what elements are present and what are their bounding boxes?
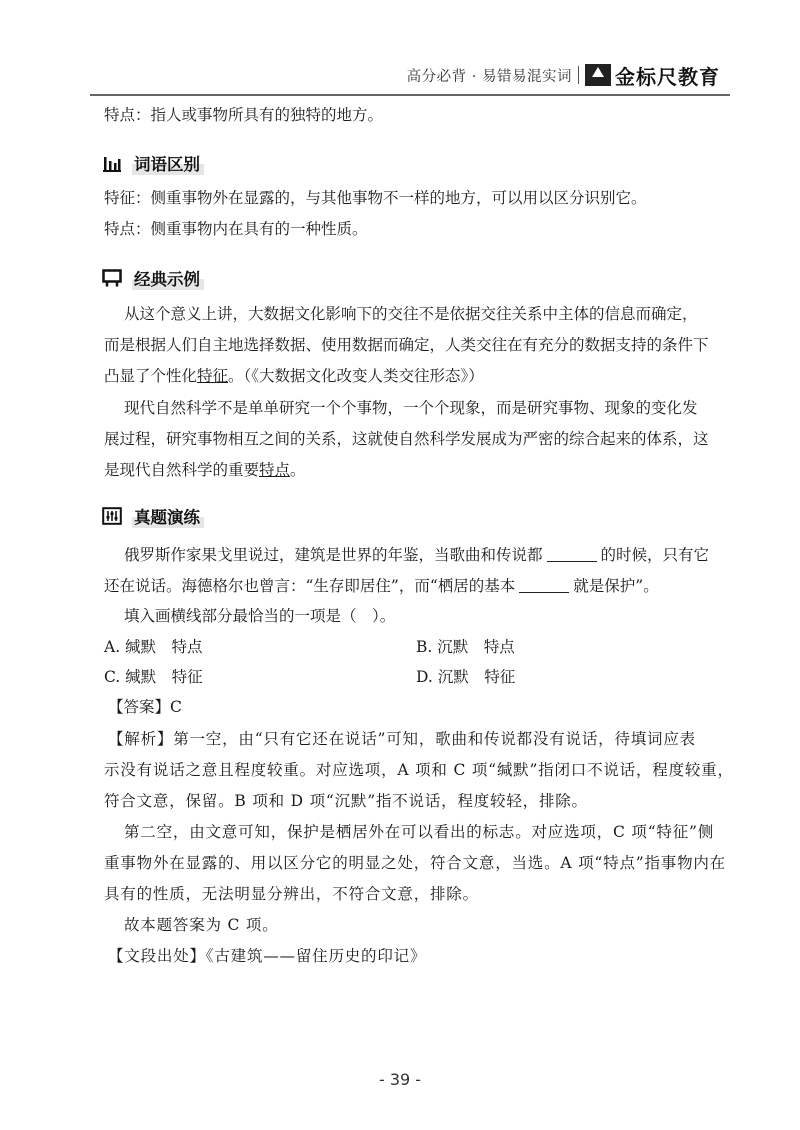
section-title: 词语区别	[132, 151, 204, 175]
option-d: D. 沉默 特征	[416, 668, 516, 686]
fill-blank-2	[519, 578, 569, 593]
analysis-line5: 重事物外在显露的、用以区分它的明显之处，符合文意，当选。A 项“特点”指事物内在	[104, 854, 726, 872]
brand-logo	[585, 61, 720, 90]
keyword-trait: 特点	[259, 461, 291, 479]
page-number: - 39 -	[378, 1070, 422, 1089]
header-divider	[578, 66, 579, 84]
example1-line1: 从这个意义上讲，大数据文化影响下的交往不是依据交往关系中主体的信息而确定，	[124, 305, 698, 323]
section-word-difference	[102, 150, 204, 176]
question-prompt: 填入画横线部分最恰当的一项是（ ）。	[124, 607, 396, 625]
example2-text: 是现代自然科学的重要	[104, 461, 260, 479]
page-header	[390, 58, 720, 92]
question-text: 还在说话。海德格尔也曾言：“生存即居住”，而“栖居的基本	[104, 577, 516, 595]
fill-blank-1	[547, 547, 597, 562]
analysis-line4: 第二空，由文意可知，保护是栖居外在可以看出的标志。对应选项，C 项“特征”侧	[124, 823, 715, 841]
analysis-line6: 具有的性质，无法明显分辨出，不符合文意，排除。	[104, 885, 479, 903]
question-text: 俄罗斯作家果戈里说过，建筑是世界的年鉴，当歌曲和传说都	[124, 546, 543, 564]
analysis-line1: 【解析】第一空，由“只有它还在说话”可知，歌曲和传说都没有说话，待填词应表	[108, 730, 696, 748]
board-icon	[102, 269, 122, 287]
example1-line3	[104, 365, 714, 387]
header-subtitle: 高分必背 · 易错易混实词	[406, 68, 572, 85]
example2-line2: 展过程，研究事物相互之间的关系，这就使自然科学发展成为严密的综合起来的体系，这	[104, 430, 709, 448]
question-text: 就是保护”。	[573, 577, 659, 595]
bar-chart-icon	[102, 154, 122, 172]
diff-line-trait: 特点：侧重事物内在具有的一种性质。	[104, 220, 368, 238]
example1-text: 凸显了个性化	[104, 367, 198, 385]
question-line1	[124, 544, 734, 566]
section-title: 经典示例	[132, 266, 204, 290]
option-b: B. 沉默 特点	[416, 638, 515, 656]
example2-line3	[104, 459, 714, 481]
example2-end: 。	[290, 461, 306, 479]
diff-line-feature: 特征：侧重事物外在显露的，与其他事物不一样的地方，可以用以区分识别它。	[104, 189, 647, 207]
option-a: A. 缄默 特点	[104, 638, 203, 656]
example1-line2: 而是根据人们自主地选择数据、使用数据而确定，人类交往在有充分的数据支持的条件下	[104, 336, 709, 354]
section-past-exam-practice	[102, 503, 204, 529]
example1-source: 。（《大数据文化改变人类交往形态》）	[228, 367, 484, 385]
example2-line1: 现代自然科学不是单单研究一个个事物，一个个现象，而是研究事物、现象的变化发	[124, 399, 698, 417]
question-line2	[104, 575, 714, 597]
intro-definition: 特点：指人或事物所具有的独特的地方。	[104, 106, 384, 124]
analysis-line3: 符合文意，保留。B 项和 D 项“沉默”指不说话，程度较轻，排除。	[104, 792, 588, 810]
sliders-icon	[102, 507, 122, 525]
analysis-line2: 示没有说话之意且程度较重。对应选项，A 项和 C 项“缄默”指闭口不说话，程度较重，	[104, 761, 734, 779]
conclusion: 故本题答案为 C 项。	[124, 916, 279, 934]
answer: 【答案】C	[108, 698, 182, 716]
option-c: C. 缄默 特征	[104, 668, 203, 686]
source-citation: 【文段出处】《古建筑——留住历史的印记》	[108, 947, 427, 965]
header-rule	[90, 94, 730, 96]
keyword-feature: 特征	[197, 367, 229, 385]
section-classic-examples	[102, 265, 204, 291]
question-text: 的时候，只有它	[600, 546, 710, 564]
brand-mark-icon	[585, 64, 611, 86]
brand-name: 金标尺教育	[615, 64, 720, 89]
section-title: 真题演练	[132, 504, 204, 528]
